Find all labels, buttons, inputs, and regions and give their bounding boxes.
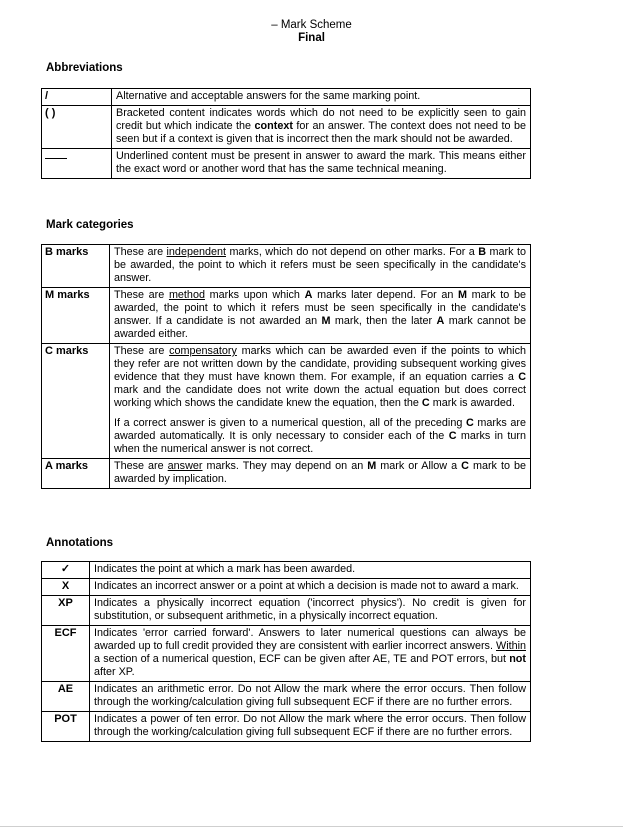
table-row bbox=[42, 344, 531, 459]
b-marks-label: B marks bbox=[42, 245, 110, 288]
xp-description: Indicates a physically incorrect equation ('incorrect physics'). No credit is given for substitution, or subsequent arithmetic, in a physically incorrect equation. bbox=[90, 596, 531, 626]
cross-description: Indicates an incorrect answer or a point at which a decision is made not to award a mark. bbox=[90, 579, 531, 596]
c-marks-description bbox=[110, 344, 531, 459]
xp-label: XP bbox=[42, 596, 90, 626]
symbol-brackets: ( ) bbox=[42, 106, 112, 149]
ecf-label: ECF bbox=[42, 626, 90, 682]
header-mark-scheme: – Mark Scheme bbox=[271, 19, 352, 31]
table-row bbox=[42, 579, 531, 596]
pot-label: POT bbox=[42, 712, 90, 742]
ecf-description: Indicates 'error carried forward'. Answers to later numerical questions can always be awarded up to full credit provided they are consistent with earlier incorrect answers. Within a section of a numerical question, ECF can be given after AE, TE and POT errors, but not after XP. bbox=[90, 626, 531, 682]
b-marks-description: These are independent marks, which do not depend on other marks. For a B mark to be awarded, the point to which it refers must be seen specifically in the candidate's answer. bbox=[110, 245, 531, 288]
table-row bbox=[42, 149, 531, 179]
table-row bbox=[42, 89, 531, 106]
table-row bbox=[42, 288, 531, 344]
table-row bbox=[42, 682, 531, 712]
table-row bbox=[42, 562, 531, 579]
table-row bbox=[42, 459, 531, 489]
tick-icon: ✓ bbox=[42, 562, 90, 579]
mark-categories-title: Mark categories bbox=[46, 219, 134, 231]
c-marks-para-2: If a correct answer is given to a numerical question, all of the preceding C marks are awarded automatically. It is only necessary to consider each of the C marks in turn when the numerical answer is not correct. bbox=[114, 417, 526, 455]
m-marks-label: M marks bbox=[42, 288, 110, 344]
abbr-description: Underlined content must be present in answer to award the mark. This means either the exact word or another word that has the same technical meaning. bbox=[112, 149, 531, 179]
abbreviations-title: Abbreviations bbox=[46, 62, 123, 74]
pot-description: Indicates a power of ten error. Do not Allow the mark where the error occurs. Then follow through the working/calculation giving full subsequent ECF if there are no further errors. bbox=[90, 712, 531, 742]
underline-dash bbox=[45, 158, 67, 159]
table-row bbox=[42, 596, 531, 626]
ae-label: AE bbox=[42, 682, 90, 712]
abbr-description: Alternative and acceptable answers for the same marking point. bbox=[112, 89, 531, 106]
m-marks-description: These are method marks upon which A marks later depend. For an M mark to be awarded, the point to which it refers must be seen specifically in the candidate's answer. If a candidate is not awarded an M mark, then the later A mark cannot be awarded either. bbox=[110, 288, 531, 344]
symbol-slash: / bbox=[42, 89, 112, 106]
page-bottom-divider bbox=[0, 826, 623, 827]
table-row bbox=[42, 245, 531, 288]
table-row bbox=[42, 626, 531, 682]
table-row bbox=[42, 712, 531, 742]
tick-description: Indicates the point at which a mark has been awarded. bbox=[90, 562, 531, 579]
abbreviations-table bbox=[41, 88, 531, 179]
ae-description: Indicates an arithmetic error. Do not Allow the mark where the error occurs. Then follow through the working/calculation giving full subsequent ECF if there are no further errors. bbox=[90, 682, 531, 712]
abbr-description: Bracketed content indicates words which do not need to be explicitly seen to gain credit but which indicate the context for an answer. The context does not need to be seen but if a context is given that is incorrect then the mark should not be awarded. bbox=[112, 106, 531, 149]
mark-categories-table bbox=[41, 244, 531, 489]
symbol-underline bbox=[42, 149, 112, 179]
annotations-title: Annotations bbox=[46, 537, 114, 549]
cross-icon: X bbox=[42, 579, 90, 596]
a-marks-description: These are answer marks. They may depend on an M mark or Allow a C mark to be awarded by implication. bbox=[110, 459, 531, 489]
header-final: Final bbox=[298, 32, 325, 44]
table-row bbox=[42, 106, 531, 149]
c-marks-para-1: These are compensatory marks which can be awarded even if the points to which they refer are not written down by the candidate, providing subsequent working gives evidence that they must have known them. For example, if an equation carries a C mark and the candidate does not write down the actual equation but does correct working which shows the candidate knew the equation, then the C mark is awarded. bbox=[114, 345, 526, 409]
annotations-table bbox=[41, 561, 531, 742]
c-marks-label: C marks bbox=[42, 344, 110, 459]
a-marks-label: A marks bbox=[42, 459, 110, 489]
